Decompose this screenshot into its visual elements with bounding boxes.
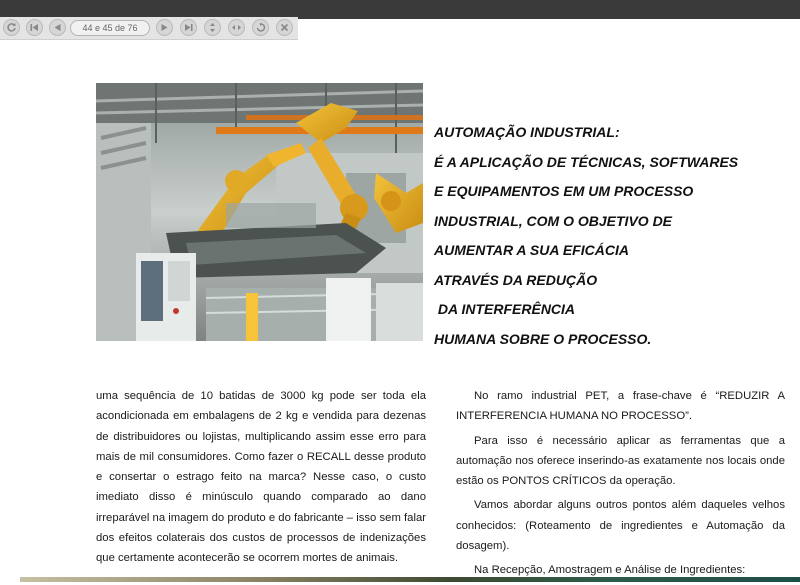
headline [434, 118, 794, 354]
zoom-out-icon[interactable] [228, 19, 245, 36]
first-page-icon[interactable] [26, 19, 43, 36]
next-page-image-strip [20, 577, 800, 582]
rotate-icon[interactable] [252, 19, 269, 36]
refresh-icon[interactable] [3, 19, 20, 36]
next-page-icon[interactable] [156, 19, 173, 36]
headline-line: AUTOMAÇÃO INDUSTRIAL: [434, 124, 620, 140]
right-paragraph-4: Na Recepção, Amostragem e Análise de Ingredientes: [474, 564, 746, 577]
headline-line: ATRAVÉS DA REDUÇÃO [434, 271, 598, 288]
viewer-toolbar [0, 17, 298, 40]
zoom-in-icon[interactable] [204, 19, 221, 36]
headline-line: E EQUIPAMENTOS EM UM PROCESSO [434, 183, 694, 199]
left-paragraph: uma sequência de 10 batidas de 3000 kg pode ser toda ela acondicionada em embalagens de 2 kg e vendida para dezenas de distribuidores ou lojistas, multiplicando assim esse erro para mais de mil consumidores. Como fazer o RECALL desse produto e consertar o estrago feito na marca? Nesse caso, o custo imediato disso é minúsculo quando comparado ao dano irreparável na imagem do produto e do fabricante – isso sem falar dos efeitos colaterais dos custos de processos de indenizações que certamente acontecerão se ocorrem mortes de animais. [96, 390, 426, 565]
headline-line: AUMENTAR A SUA EFICÁCIA [434, 242, 629, 258]
headline-line: INDUSTRIAL, COM O OBJETIVO DE [434, 212, 673, 229]
industrial-robot-photo [96, 83, 423, 341]
last-page-icon[interactable] [180, 19, 197, 36]
headline-line: HUMANA SOBRE O PROCESSO. [434, 330, 652, 347]
previous-page-icon[interactable] [49, 19, 66, 36]
right-paragraph-3: Vamos abordar alguns outros pontos além daqueles velhos conhecidos: (Roteamento de ingredientes e Automação da dosagem). [456, 499, 785, 553]
right-paragraph-1: No ramo industrial PET, a frase-chave é “REDUZIR A INTERFERENCIA HUMANA NO PROCESSO”. [456, 390, 785, 423]
right-column [456, 386, 785, 585]
right-paragraph-2: Para isso é necessário aplicar as ferramentas que a automação nos oferece inserindo-as exatamente nos locais onde estão os PONTOS CRÍTICOS da operação. [456, 434, 785, 488]
headline-line: DA INTERFERÊNCIA [434, 301, 576, 317]
page-indicator[interactable]: 44 e 45 de 76 [70, 20, 150, 36]
close-icon[interactable] [276, 19, 293, 36]
headline-line: É A APLICAÇÃO DE TÉCNICAS, SOFTWARES [434, 153, 739, 170]
left-column [96, 386, 426, 573]
